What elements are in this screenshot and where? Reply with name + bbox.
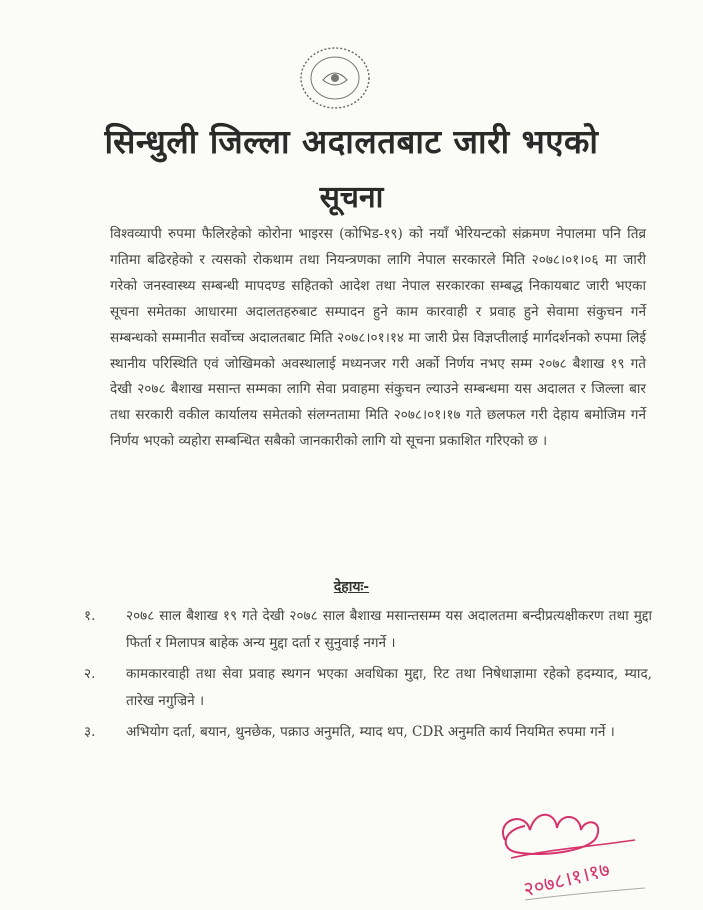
signature-icon — [485, 800, 665, 910]
list-item-number: १. — [84, 608, 96, 624]
list-item-text: अभियोग दर्ता, बयान, थुनछेक, पक्राउ अनुमति, म्याद थप, CDR अनुमति कार्य नियमित रुपमा गर्ने । — [126, 724, 615, 740]
list-item — [84, 661, 652, 715]
notice-title-sub: सूचना — [319, 180, 384, 215]
signature-date: २०७८।१।१७ — [520, 856, 613, 902]
list-item — [84, 719, 652, 746]
list-item-number: ३. — [84, 724, 96, 740]
court-seal-icon — [285, 40, 385, 120]
list-item — [84, 603, 652, 657]
list-item-text: २०७८ साल बैशाख १९ गते देखी २०७८ साल बैशाख मसान्तसम्म यस अदालतमा बन्दीप्रत्यक्षीकरण तथा मुद्दा फिर्ता र मिलापत्र बाहेक अन्य मुद्दा दर्ता र सुनुवाई नगर्ने । — [126, 608, 652, 651]
list-item-number: २. — [84, 666, 96, 682]
decision-list — [84, 603, 652, 750]
notice-title: सिन्धुली जिल्ला अदालतबाट जारी भएको — [104, 122, 599, 161]
notice-body: विश्वव्यापी रुपमा फैलिरहेको कोरोना भाइरस (कोभिड-१९) को नयाँ भेरियन्टको संक्रमण नेपालमा पनि तिव्र गतिमा बढिरहेको र त्यसको रोकथाम तथा नियन्त्रणका लागि नेपाल सरकारले मिति २०७८।०१।०६ मा जारी गरेको जनस्वास्थ्य सम्बन्धी मापदण्ड सहितको आदेश तथा नेपाल सरकारका सम्बद्ध निकायबाट जारी भएका सूचना समेतका आधारमा अदालतहरुबाट सम्पादन हुने काम कारवाही र प्रवाह हुने सेवामा संकुचन गर्ने सम्बन्धको सम्मानीत सर्वोच्च अदालतबाट मिति २०७८।०१।१४ मा जारी प्रेस विज्ञप्तीलाई मार्गदर्शनको रुपमा लिई स्थानीय परिस्थिति एवं जोखिमको अवस्थालाई मध्यनजर गरी अर्को निर्णय नभए सम्म २०७८ बैशाख १९ गते देखी २०७८ बैशाख मसान्त सम्मका लागि सेवा प्रवाहमा संकुचन ल्याउने सम्बन्धमा यस अदालत र जिल्ला बार तथा सरकारी वकील कार्यालय समेतको संलग्नतामा मिति २०७८।०१।१७ गते छलफल गरी देहाय बमोजिम गर्ने निर्णय भएको व्यहोरा सम्बन्धित सबैको जानकारीको लागि यो सूचना प्रकाशित गरिएको छ । — [110, 226, 646, 450]
list-item-text: कामकारवाही तथा सेवा प्रवाह स्थगन भएका अवधिका मुद्दा, रिट तथा निषेधाज्ञामा रहेको हदम्याद, म्याद, तारेख नगुज्रिने । — [126, 666, 652, 709]
section-heading: देहायः- — [333, 579, 370, 595]
